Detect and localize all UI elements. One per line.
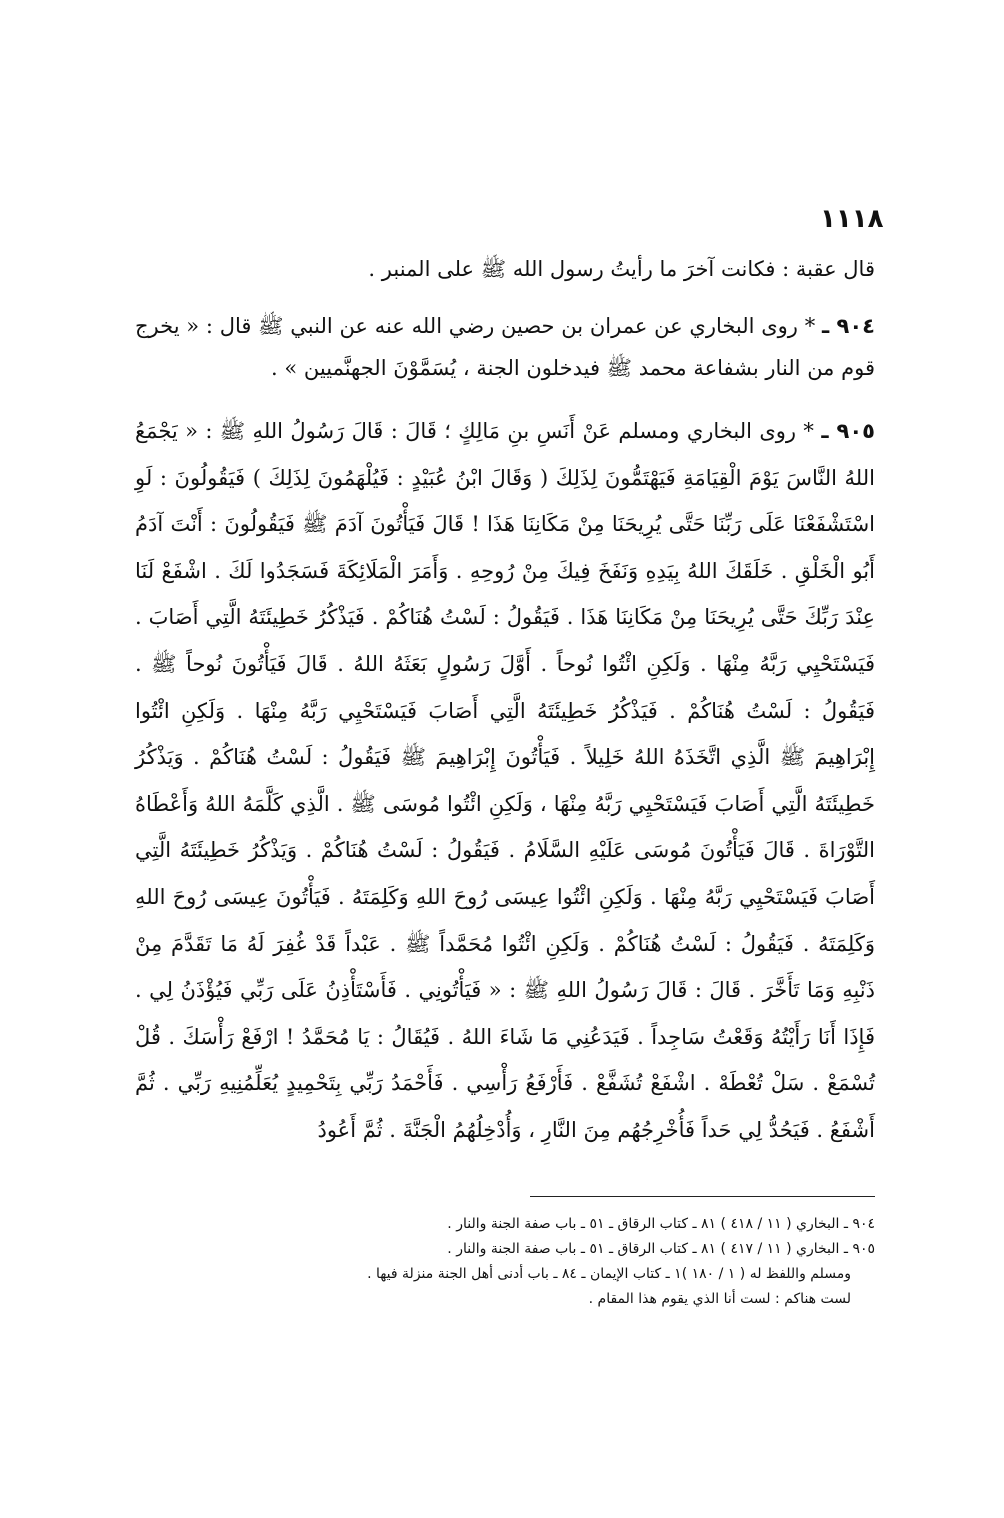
hadith-904 [135,305,875,389]
footnote: ومسلم واللفظ له ( ١ / ١٨٠ )١ ـ كتاب الإيمان ـ ٨٤ ـ باب أدنى أهل الجنة منزلة فيها . [367,1266,851,1282]
footnote: ٩٠٤ ـ البخاري ( ١١ / ٤١٨ ) ٨١ ـ كتاب الرقاق ـ ٥١ ـ باب صفة الجنة والنار . [447,1216,875,1232]
footnotes [300,1212,875,1312]
footnote-divider [530,1196,875,1197]
intro-paragraph: قال عقبة : فكانت آخرَ ما رأيتُ رسول الله ﷺ على المنبر . [368,257,875,281]
hadith-number: ٩٠٤ ـ [821,314,875,338]
hadith-905 [135,408,875,1154]
footnote: لست هناكم : لست أنا الذي يقوم هذا المقام . [588,1291,851,1307]
hadith-text: * روى البخاري عن عمران بن حصين رضي الله عنه عن النبي ﷺ قال : « يخرج قوم من النار بشفاعة محمد ﷺ فيدخلون الجنة ، يُسَمَّوْنَ الجهنَّميين » . [135,314,875,380]
page-number: ١١١٨ [820,204,884,234]
hadith-number: ٩٠٥ ـ [821,419,875,443]
footnote: ٩٠٥ ـ البخاري ( ١١ / ٤١٧ ) ٨١ ـ كتاب الرقاق ـ ٥١ ـ باب صفة الجنة والنار . [447,1241,875,1257]
hadith-text: * روى البخاري ومسلم عَنْ أَنَسِ بنِ مَالِكٍ ؛ قَالَ : قَالَ رَسُولُ اللهِ ﷺ : « يَجْمَعُ اللهُ النَّاسَ يَوْمَ الْقِيَامَةِ فَيَهْتَمُّونَ لِذَلِكَ ( وَقَالَ ابْنُ عُبَيْدٍ : فَيُلْهَمُونَ لِذَلِكَ ) فَيَقُولُونَ : لَوِ اسْتَشْفَعْنَا عَلَى رَبِّنَا حَتَّى يُرِيحَنَا مِنْ مَكَانِنَا هَذَا ! قَالَ فَيَأْتُونَ آدَمَ ﷺ فَيَقُولُونَ : أَنْتَ آدَمُ أَبُو الْخَلْقِ . خَلَقَكَ اللهُ بِيَدِهِ وَنَفَخَ فِيكَ مِنْ رُوحِهِ . وَأَمَرَ الْمَلَائِكَةَ فَسَجَدُوا لَكَ . اشْفَعْ لَنَا عِنْدَ رَبِّكَ حَتَّى يُرِيحَنَا مِنْ مَكَانِنَا هَذَا . فَيَقُولُ : لَسْتُ هُنَاكُمْ . فَيَذْكُرُ خَطِيئَتَهُ الَّتِي أَصَابَ . فَيَسْتَحْيِي رَبَّهُ مِنْهَا . وَلَكِنِ ائْتُوا نُوحاً . أَوَّلَ رَسُولٍ بَعَثَهُ اللهُ . قَالَ فَيَأْتُونَ نُوحاً ﷺ . فَيَقُولُ : لَسْتُ هُنَاكُمْ . فَيَذْكُرُ خَطِيئَتَهُ الَّتِي أَصَابَ فَيَسْتَحْيِي رَبَّهُ مِنْهَا . وَلَكِنِ ائْتُوا إِبْرَاهِيمَ ﷺ الَّذِي اتَّخَذَهُ اللهُ خَلِيلاً . فَيَأْتُونَ إِبْرَاهِيمَ ﷺ فَيَقُولُ : لَسْتُ هُنَاكُمْ . وَيَذْكُرُ خَطِيئَتَهُ الَّتِي أَصَابَ فَيَسْتَحْيِي رَبَّهُ مِنْهَا ، وَلَكِنِ ائْتُوا مُوسَى ﷺ . الَّذِي كَلَّمَهُ اللهُ وَأَعْطَاهُ التَّوْرَاةَ . قَالَ فَيَأْتُونَ مُوسَى عَلَيْهِ السَّلَامُ . فَيَقُولُ : لَسْتُ هُنَاكُمْ . وَيَذْكُرُ خَطِيئَتَهُ الَّتِي أَصَابَ فَيَسْتَحْيِي رَبَّهُ مِنْهَا . وَلَكِنِ ائْتُوا عِيسَى رُوحَ اللهِ وَكَلِمَتَهُ . فَيَأْتُونَ عِيسَى رُوحَ اللهِ وَكَلِمَتَهُ . فَيَقُولُ : لَسْتُ هُنَاكُمْ . وَلَكِنِ ائْتُوا مُحَمَّداً ﷺ . عَبْداً قَدْ غُفِرَ لَهُ مَا تَقَدَّمَ مِنْ ذَنْبِهِ وَمَا تَأَخَّرَ . قَالَ : قَالَ رَسُولُ اللهِ ﷺ : « فَيَأْتُونِي . فَأَسْتَأْذِنُ عَلَى رَبِّي فَيُؤْذَنُ لِي . فَإِذَا أَنَا رَأَيْتُهُ وَقَعْتُ سَاجِداً . فَيَدَعُنِي مَا شَاءَ اللهُ . فَيُقَالُ : يَا مُحَمَّدُ ! ارْفَعْ رَأْسَكَ . قُلْ تُسْمَعْ . سَلْ تُعْطَهْ . اشْفَعْ تُشَفَّعْ . فَأَرْفَعُ رَأْسِي . فَأَحْمَدُ رَبِّي بِتَحْمِيدٍ يُعَلِّمُنِيهِ رَبِّي . ثُمَّ أَشْفَعُ . فَيَحُدُّ لِي حَداً فَأُخْرِجُهُم مِنَ النَّارِ ، وَأُدْخِلُهُمُ الْجَنَّةَ . ثُمَّ أَعُودُ [135,419,875,1142]
